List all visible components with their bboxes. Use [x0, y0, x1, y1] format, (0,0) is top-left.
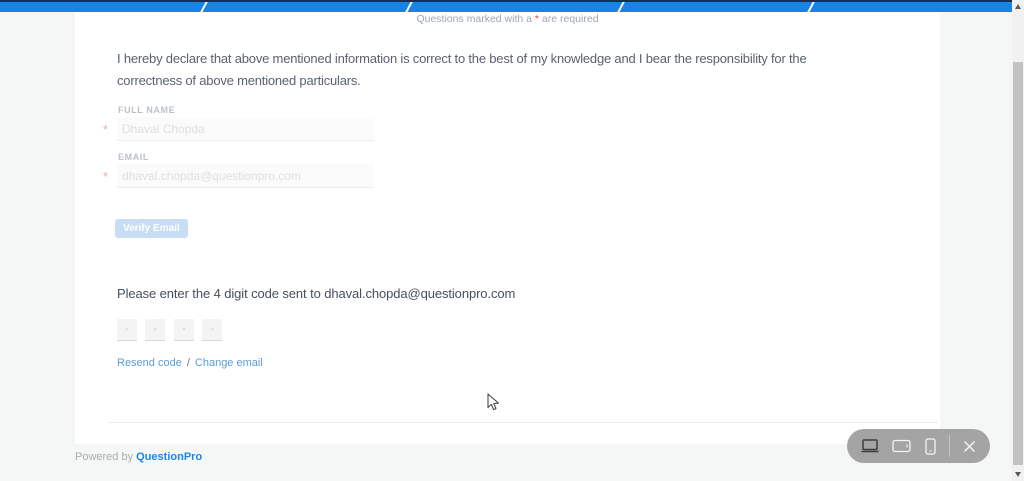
close-preview-button[interactable] [963, 434, 976, 458]
tablet-icon [892, 439, 911, 453]
scrollbar-up-arrow[interactable] [1015, 4, 1021, 9]
cursor-arrow-icon [487, 393, 500, 412]
survey-card [75, 12, 940, 444]
preview-desktop-button[interactable] [861, 434, 879, 458]
required-note-prefix: Questions marked with a [416, 13, 535, 25]
mouse-cursor [487, 393, 500, 417]
code-digit-input[interactable]: - [202, 319, 222, 341]
code-digit-input[interactable]: - [117, 319, 137, 341]
required-note-suffix: are required [539, 13, 599, 25]
email-input[interactable] [117, 164, 374, 188]
code-digit-input[interactable]: - [174, 319, 194, 341]
vertical-scrollbar[interactable] [1012, 0, 1024, 481]
scrollbar-down-arrow[interactable] [1015, 472, 1021, 477]
questionpro-brand-link[interactable]: QuestionPro [136, 451, 203, 463]
scrollbar-thumb[interactable] [1013, 62, 1023, 465]
code-links-row [117, 357, 263, 369]
change-email-link[interactable]: Change email [194, 357, 263, 369]
verify-email-button[interactable]: Verify Email [115, 219, 188, 238]
link-separator: / [186, 357, 190, 369]
preview-tablet-button[interactable] [892, 434, 911, 458]
full-name-input[interactable] [117, 117, 374, 141]
required-asterisk: * [534, 13, 539, 25]
progress-separator [405, 2, 413, 12]
preview-mobile-button[interactable] [925, 434, 936, 458]
mobile-phone-icon [925, 438, 936, 455]
progress-separator [200, 2, 208, 12]
required-note [75, 13, 940, 25]
full-name-label: FULL NAME [118, 105, 176, 115]
footer [75, 451, 202, 463]
resend-code-link[interactable]: Resend code [117, 357, 182, 369]
card-footer-divider [108, 422, 938, 423]
progress-separator [617, 2, 625, 12]
close-icon [963, 440, 976, 453]
device-preview-toolbar [847, 429, 990, 463]
powered-by-label: Powered by [75, 451, 134, 463]
code-prompt-text: Please enter the 4 digit code sent to dhaval.chopda@questionpro.com [117, 286, 516, 301]
survey-progress-bar [0, 2, 1012, 12]
progress-separator [807, 2, 815, 12]
toolbar-divider [949, 435, 950, 457]
full-name-required-asterisk: * [103, 122, 109, 137]
desktop-monitor-icon [861, 438, 879, 454]
code-input-group [117, 319, 226, 341]
email-required-asterisk: * [103, 169, 109, 184]
declaration-text: I hereby declare that above mentioned information is correct to the best of my knowledge and I bear the responsibility for the correctness of above mentioned particulars. [117, 51, 807, 88]
code-digit-input[interactable]: - [145, 319, 165, 341]
email-label: EMAIL [118, 152, 149, 162]
